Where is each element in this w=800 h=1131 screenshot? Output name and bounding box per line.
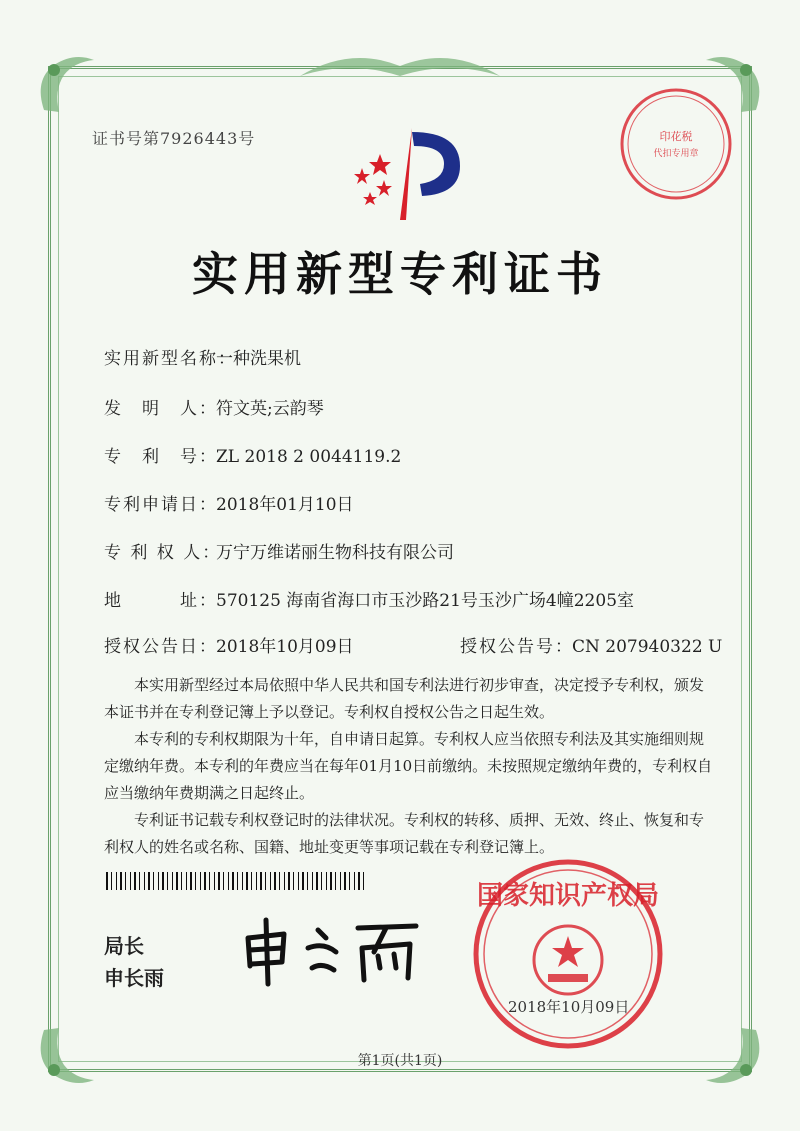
field-label: 专利申请日： [104, 495, 218, 515]
field-value: 一种洗果机 [216, 349, 301, 369]
top-center-ornament [300, 46, 500, 86]
field-value: 符文英;云韵琴 [216, 399, 324, 419]
certificate-body [104, 672, 714, 861]
svg-text:印花税: 印花税 [659, 130, 693, 143]
field-value: 2018年10月09日 [216, 637, 354, 657]
field-label: 授权公告号： [460, 637, 574, 657]
field-value: 570125 海南省海口市玉沙路21号玉沙广场4幢2205室 [216, 591, 635, 611]
seal-text: 国家知识产权局 [476, 881, 660, 911]
handwritten-signature [238, 908, 428, 988]
field-patent-number [104, 442, 401, 467]
field-patentee [104, 538, 454, 563]
body-paragraph: 本专利的专利权期限为十年，自申请日起算。专利权人应当依照专利法及其实施细则规定缴纳年费。本专利的年费应当在每年01月10日前缴纳。未按照规定缴纳年费的，专利权自应当缴纳年费期满之日起终止。 [104, 730, 713, 802]
field-label: 发 明 人： [104, 399, 218, 419]
field-inventor [104, 394, 324, 419]
field-label: 实用新型名称： [104, 349, 237, 369]
certificate-title: 实用新型专利证书 [192, 247, 608, 301]
signatory-name: 申长雨 [104, 966, 164, 990]
field-value: 2018年01月10日 [216, 495, 354, 515]
body-paragraph: 本实用新型经过本局依照中华人民共和国专利法进行初步审查，决定授予专利权，颁发本证书并在专利登记簿上予以登记。专利权自授权公告之日起生效。 [104, 676, 705, 721]
agency-seal [616, 84, 736, 204]
field-utility-model-name [104, 344, 301, 369]
field-label: 授权公告日： [104, 637, 218, 657]
page-number: 第1页(共1页) [357, 1053, 443, 1069]
svg-text:代扣专用章: 代扣专用章 [653, 149, 699, 159]
field-value: CN 207940322 U [572, 637, 723, 657]
corner-ornament-top-left [24, 40, 114, 130]
seal-date: 2018年10月09日 [508, 998, 630, 1016]
field-label: 专 利 权 人： [104, 543, 222, 563]
certificate-number: 证书号第7926443号 [92, 129, 256, 148]
field-label: 专 利 号： [104, 447, 218, 467]
field-grant-number [460, 632, 722, 657]
patent-office-logo [340, 124, 470, 224]
field-value: 万宁万维诺丽生物科技有限公司 [216, 543, 454, 563]
state-ip-office-seal [470, 856, 666, 1052]
field-filing-date [104, 490, 354, 515]
barcode [106, 872, 370, 890]
field-value: ZL 2018 2 0044119.2 [216, 447, 402, 467]
field-address [104, 586, 634, 611]
field-grant-date [104, 632, 354, 657]
body-paragraph: 专利证书记载专利权登记时的法律状况。专利权的转移、质押、无效、终止、恢复和专利权人的姓名或名称、国籍、地址变更等事项记载在专利登记簿上。 [104, 811, 705, 856]
signatory-title: 局长 [104, 934, 144, 958]
field-label: 地 址： [104, 591, 218, 611]
